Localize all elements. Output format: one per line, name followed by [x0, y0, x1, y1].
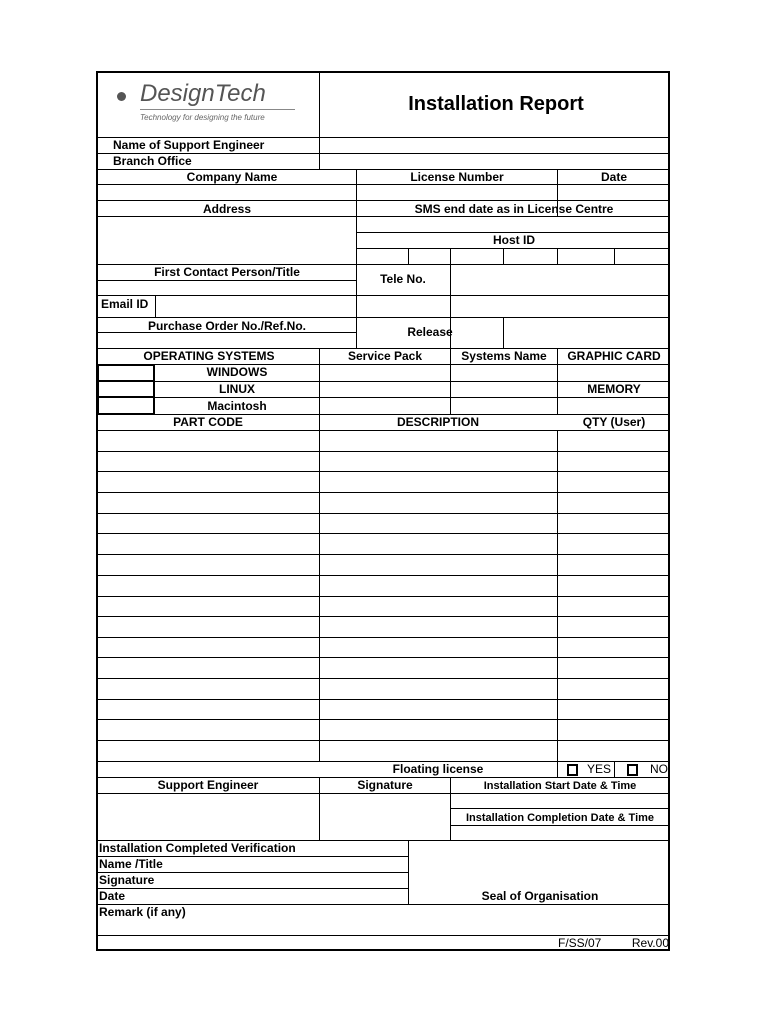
signature-label: Signature — [357, 778, 413, 792]
support-engineer-name-label: Name of Support Engineer — [113, 138, 265, 152]
address-field[interactable] — [97, 217, 356, 264]
macintosh-checkbox[interactable] — [97, 396, 155, 415]
grid-line — [319, 348, 320, 430]
yes-checkbox[interactable] — [567, 764, 578, 776]
branch-office-label: Branch Office — [113, 154, 192, 168]
verification-label: Installation Completed Verification — [99, 841, 296, 855]
tele-no-field[interactable] — [451, 265, 669, 295]
qty-label: QTY (User) — [582, 415, 646, 429]
install-completion-label: Installation Completion Date & Time — [465, 812, 655, 824]
description-label: DESCRIPTION — [396, 415, 480, 429]
grid-line — [450, 348, 451, 414]
purchase-order-label: Purchase Order No./Ref.No. — [147, 319, 307, 333]
branch-office-field[interactable] — [320, 154, 669, 169]
revision: Rev.00 — [631, 936, 669, 950]
grid-line — [96, 761, 670, 762]
sms-end-date-field[interactable] — [357, 217, 669, 232]
company-tagline: Technology for designing the future — [140, 113, 265, 122]
grid-line — [96, 200, 670, 201]
host-id-label: Host ID — [493, 233, 535, 247]
name-title-label: Name /Title — [99, 857, 163, 871]
service-pack-label: Service Pack — [347, 349, 423, 363]
release-label: Release — [407, 325, 453, 339]
systems-name-label: Systems Name — [461, 349, 547, 363]
host-id-field[interactable] — [357, 249, 669, 264]
license-number-field[interactable] — [357, 185, 557, 200]
support-engineer-label: Support Engineer — [157, 778, 259, 792]
form-title: Installation Report — [408, 93, 584, 115]
graphic-card-field[interactable] — [558, 365, 669, 381]
date-label: Date — [600, 170, 628, 184]
os-option-linux: LINUX — [219, 382, 255, 396]
yes-label: YES — [587, 762, 612, 776]
no-label: NO — [650, 762, 668, 776]
install-start-field[interactable] — [451, 794, 669, 808]
memory-label: MEMORY — [587, 382, 641, 396]
install-start-label: Installation Start Date & Time — [483, 780, 637, 792]
address-label: Address — [202, 202, 252, 216]
no-checkbox[interactable] — [627, 764, 638, 776]
email-id-field[interactable] — [156, 296, 450, 317]
seal-label: Seal of Organisation — [481, 889, 599, 903]
operating-systems-label: OPERATING SYSTEMS — [143, 349, 275, 363]
verification-signature-label: Signature — [99, 873, 155, 887]
floating-license-label: Floating license — [392, 762, 484, 776]
purchase-order-field[interactable] — [97, 333, 356, 348]
grid-line — [96, 888, 408, 889]
first-contact-label: First Contact Person/Title — [154, 265, 300, 279]
email-id-label: Email ID — [101, 297, 149, 311]
remark-label: Remark (if any) — [99, 905, 186, 919]
signature-field[interactable] — [320, 794, 450, 840]
part-code-label: PART CODE — [173, 415, 243, 429]
grid-line — [96, 169, 670, 170]
release-field[interactable] — [504, 318, 669, 348]
tele-no-label: Tele No. — [380, 272, 426, 286]
grid-line — [614, 761, 615, 777]
os-option-macintosh: Macintosh — [207, 399, 267, 413]
support-engineer-field[interactable] — [97, 794, 319, 840]
part-items-table[interactable] — [97, 431, 669, 761]
support-engineer-name-field[interactable] — [320, 138, 669, 153]
logo-underline — [140, 109, 295, 110]
remark-field[interactable] — [97, 920, 669, 935]
sms-end-date-label: SMS end date as in License Centre — [414, 202, 614, 216]
verification-date-label: Date — [99, 889, 126, 903]
memory-field[interactable] — [558, 398, 669, 414]
os-option-windows: WINDOWS — [206, 365, 268, 379]
company-name-field[interactable] — [97, 185, 356, 200]
company-name-label: Company Name — [186, 170, 278, 184]
graphic-card-label: GRAPHIC CARD — [567, 349, 661, 363]
form-code: F/SS/07 — [558, 936, 602, 950]
install-completion-field[interactable] — [451, 826, 669, 840]
logo-dot-icon — [117, 92, 126, 101]
date-field[interactable] — [558, 185, 669, 200]
grid-line — [96, 381, 670, 382]
company-logo-name: DesignTech — [140, 80, 266, 107]
first-contact-field[interactable] — [97, 281, 356, 295]
grid-line — [450, 808, 670, 809]
seal-field[interactable] — [409, 841, 669, 887]
license-number-label: License Number — [410, 170, 504, 184]
